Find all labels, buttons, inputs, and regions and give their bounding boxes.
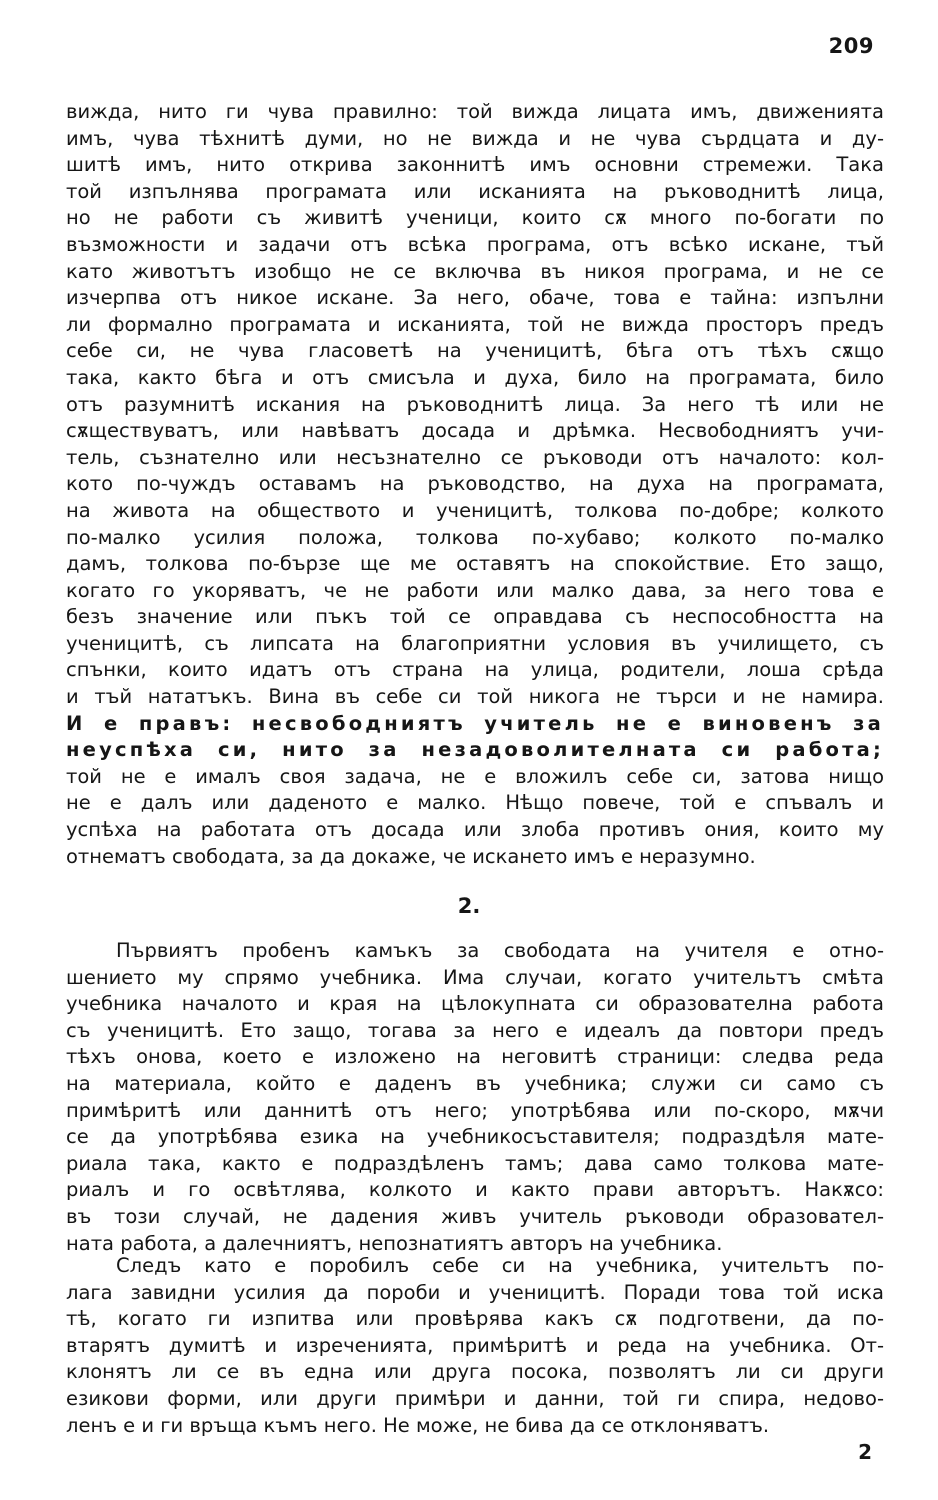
text-line: но не работи съ живитѣ ученици, които сѫ много по-богати по [66, 206, 884, 230]
text-line: Първиятъ пробенъ камъкъ за свободата на учителя е отно- [116, 939, 884, 962]
text-line: безъ значение или пъкъ той се оправдава съ неспособността на [66, 605, 884, 629]
text-line: тѣхъ онова, което е изложено на неговитѣ страници: следва реда [66, 1045, 884, 1069]
text-line: клонятъ ли се въ една или друга посока, позволятъ ли си други [66, 1360, 884, 1384]
section-heading: 2. [457, 894, 481, 918]
paragraph-1 [66, 99, 884, 870]
text-line: ленъ е и ги връща къмъ него. Не може, не бива да се отклоняватъ. [66, 1413, 770, 1437]
text-line: риалъ и го освѣтлява, колкото и както прави авторътъ. Накѫсо: [66, 1178, 884, 1202]
text-line: ученицитѣ, съ липсата на благоприятни условия въ училището, съ [66, 631, 884, 655]
text-line: когато го укоряватъ, че не работи или малко дава, за него това е [66, 578, 884, 602]
text-line: изчерпва отъ никое искане. За него, обаче, това е тайна: изпълни [66, 286, 884, 310]
text-line: спънки, които идатъ отъ страна на улица, родители, лоша срѣда [66, 658, 884, 682]
text-line: ли формално програмата и исканията, той не вижда просторъ предъ [66, 312, 884, 336]
text-line: Следъ като е поробилъ себе си на учебника, учительтъ по- [116, 1254, 884, 1277]
text-line: риала така, както е подраздѣленъ тамъ; дава само толкова мате- [66, 1151, 884, 1175]
text-line: неуспѣха си, нито за незадоволителната си работа; [66, 738, 884, 762]
text-line: кото по-чуждъ оставамъ на ръководство, на духа на програмата, [66, 472, 884, 496]
text-line: втарятъ думитѣ и изреченията, примѣритѣ и реда на учебника. От- [66, 1333, 884, 1357]
text-line: въ този случай, не дадения живъ учитель ръководи образовател- [66, 1204, 884, 1228]
paragraph-2 [66, 938, 884, 1257]
text-line: отъ разумнитѣ искания на ръководнитѣ лица. За него тѣ или не [66, 392, 884, 416]
text-line: той не е ималъ своя задача, не е вложилъ себе си, затова нищо [66, 764, 884, 788]
text-line: дамъ, толкова по-бързе ще ме оставятъ на спокойствие. Ето защо, [66, 552, 884, 576]
text-line: той изпълнява програмата или исканията на ръководнитѣ лица, [66, 179, 884, 203]
text-line: на живота на обществото и ученицитѣ, толкова по-добре; колкото [66, 498, 884, 522]
text-line: шението му спрямо учебника. Има случаи, когато учительтъ смѣта [66, 965, 884, 989]
text-line: И е правъ: несвободниятъ учитель не е виновенъ за [66, 711, 884, 735]
text-line: успѣха на работата отъ досада или злоба противъ ония, които му [66, 818, 884, 842]
paragraph-3 [66, 1253, 884, 1439]
text-line: себе си, не чува гласоветѣ на ученицитѣ, бѣга отъ тѣхъ сѫщо [66, 339, 884, 363]
text-line: на материала, който е даденъ въ учебника; служи си само съ [66, 1071, 884, 1095]
text-line: езикови форми, или други примѣри и данни, той ги спира, недово- [66, 1386, 884, 1410]
text-line: сѫществуватъ, или навѣватъ досада и дрѣмка. Несвободниятъ учи- [66, 419, 884, 443]
text-line: шитѣ имъ, нито открива законнитѣ имъ основни стремежи. Така [66, 153, 884, 177]
text-line: имъ, чува тѣхнитѣ думи, но не вижда и не чува сърдцата и ду- [66, 126, 884, 150]
text-line: като животътъ изобщо не се включва въ никоя програма, и не се [66, 259, 884, 283]
page-number: 209 [828, 34, 874, 58]
text-line: учебника началото и края на цѣлокупната си образователна работа [66, 992, 884, 1016]
printer-signature-mark: 2 [858, 1440, 872, 1464]
text-line: лага завидни усилия да пороби и ученицитѣ. Поради това той иска [66, 1280, 884, 1304]
text-line: и тъй нататъкъ. Вина въ себе си той никога не търси и не намира. [66, 685, 884, 709]
text-line: така, както бѣга и отъ смисъла и духа, било на програмата, било [66, 365, 884, 389]
text-line: отнематъ свободата, за да докаже, че искането имъ е неразумно. [66, 844, 756, 868]
text-line: вижда, нито ги чува правилно: той вижда лицата имъ, движенията [66, 100, 884, 123]
text-line: съ ученицитѣ. Ето защо, тогава за него е идеалъ да повтори предъ [66, 1018, 884, 1042]
text-line: ната работа, а далечниятъ, непознатиятъ авторъ на учебника. [66, 1231, 723, 1255]
text-line: по-малко усилия положа, толкова по-хубаво; колкото по-малко [66, 525, 884, 549]
text-line: тель, съзнателно или несъзнателно се ръководи отъ началото: кол- [66, 445, 884, 469]
text-line: примѣритѣ или даннитѣ отъ него; употрѣбява или по-скоро, мѫчи [66, 1098, 884, 1122]
text-line: тѣ, когато ги изпитва или провѣрява какъ сѫ подготвени, да по- [66, 1307, 884, 1331]
text-line: възможности и задачи отъ всѣка програма, отъ всѣко искане, тъй [66, 232, 884, 256]
text-line: не е далъ или даденото е малко. Нѣщо повече, той е спъвалъ и [66, 791, 884, 815]
text-line: се да употрѣбява езика на учебникосъставителя; подраздѣля мате- [66, 1125, 884, 1149]
